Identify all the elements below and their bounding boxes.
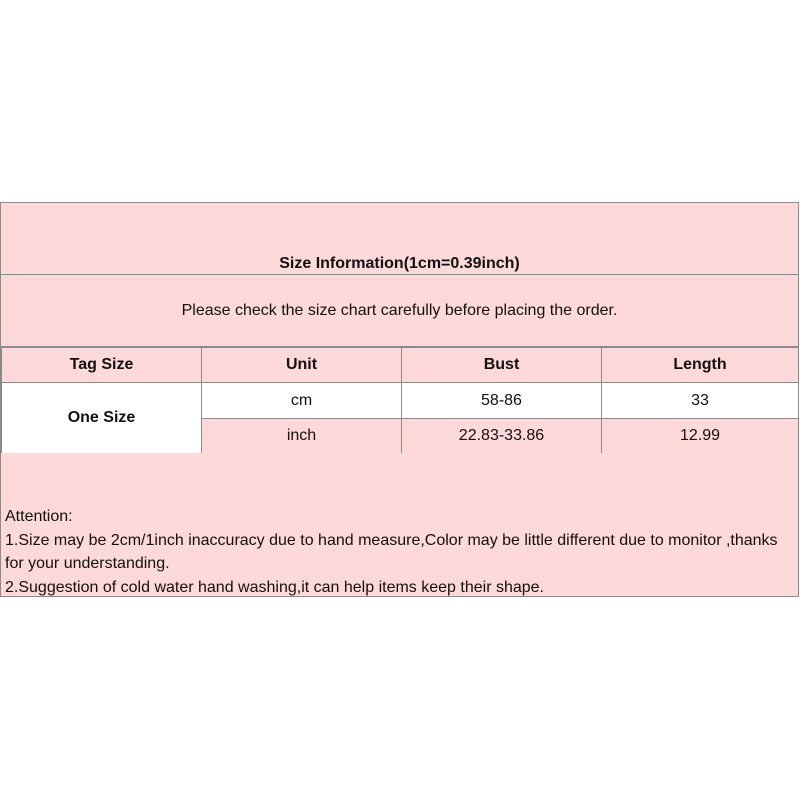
unit-cell: inch: [202, 419, 402, 454]
size-chart-note: Please check the size chart carefully before placing the order.: [181, 302, 618, 319]
header-tag-size: Tag Size: [2, 348, 202, 383]
bust-cell: 58-86: [402, 383, 602, 419]
table-row: [2, 383, 799, 419]
size-chart-sheet: [0, 202, 799, 597]
unit-cell: cm: [202, 383, 402, 419]
size-chart-title: Size Information(1cm=0.39inch): [279, 255, 520, 272]
header-bust: Bust: [402, 348, 602, 383]
attention-heading: Attention:: [5, 508, 73, 525]
tag-size-value: One Size: [2, 383, 202, 454]
note-band: [1, 275, 798, 347]
attention-line-2: 2.Suggestion of cold water hand washing,it can help items keep their shape.: [5, 578, 544, 596]
attention-notes: [5, 505, 792, 599]
attention-band: [1, 453, 798, 596]
length-cell: 12.99: [602, 419, 799, 454]
attention-line-1: 1.Size may be 2cm/1inch inaccuracy due to hand measure,Color may be little different due to monitor ,thanks for your understanding.: [5, 531, 778, 572]
table-header-row: [2, 348, 799, 383]
header-length: Length: [602, 348, 799, 383]
size-table: [1, 347, 799, 454]
length-cell: 33: [602, 383, 799, 419]
title-band: [1, 203, 798, 275]
bust-cell: 22.83-33.86: [402, 419, 602, 454]
header-unit: Unit: [202, 348, 402, 383]
